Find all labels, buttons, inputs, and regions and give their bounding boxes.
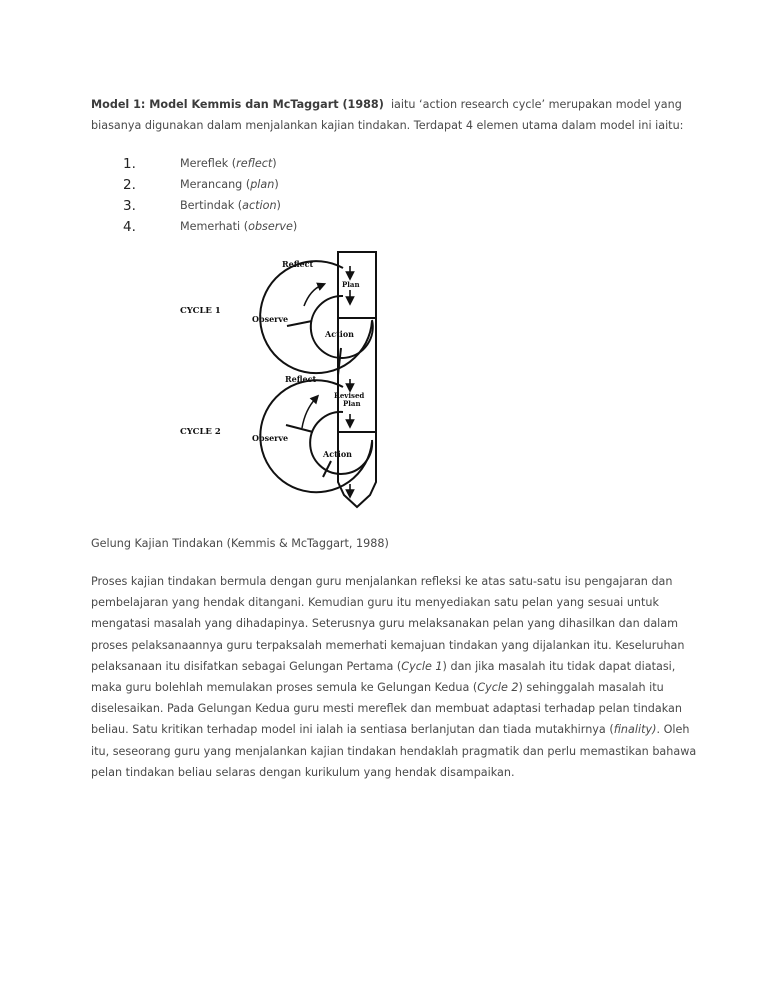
- body-paragraph: Proses kajian tindakan bermula dengan guru menjalankan refleksi ke atas satu-satu isu pengajaran dan pembelajaran yang hendak ditangani. Kemudian guru itu menyediakan satu pelan yang sesuai untuk mengatasi masalah yang dihadapinya. Seterusnya guru melaksanakan pelan yang dihasilkan dan dalam proses pelaksanaannya guru terpaksalah memerhati kemajuan tindakan yang dijalankan itu. Keseluruhan pelaksanaan itu disifatkan sebagai Gelungan Pertama (Cycle 1) dan jika masalah itu tidak dapat diatasi, maka guru bolehlah memulakan proses semula ke Gelungan Kedua (Cycle 2) sehinggalah masalah itu diselesaikan. Pada Gelungan Kedua guru mesti mereflek dan membuat adaptasi terhadap pelan tindakan beliau. Satu kritikan terhadap model ini ialah ia sentiasa berlanjutan dan tiada mutakhirnya (finality). Oleh itu, seseorang guru yang menjalankan kajian tindakan hendaklah pragmatik dan perlu memastikan bahawa pelan tindakan beliau selaras dengan kurikulum yang hendak disampaikan.: [91, 575, 697, 779]
- cycle-1-term: Cycle 1: [401, 659, 443, 673]
- plan-label: Plan: [342, 280, 360, 289]
- list-number: 1.: [123, 156, 136, 172]
- list-number: 2.: [123, 177, 136, 193]
- action-label: Action: [323, 449, 352, 459]
- revised-plan-label: Revised: [334, 391, 365, 400]
- list-text: Memerhati (observe): [180, 220, 298, 233]
- observe-label: Observe: [252, 433, 289, 443]
- list-text: Merancang (plan): [180, 178, 279, 191]
- list-number: 4.: [123, 219, 136, 235]
- intro-text: iaitu ‘action research cycle’ merupakan model yang biasanya digunakan dalam menjalankan kajian tindakan. Terdapat 4 elemen utama dalam model ini iaitu:: [91, 98, 684, 133]
- cycle-2-term: Cycle 2: [477, 681, 519, 695]
- list-text: Bertindak (action): [180, 199, 281, 212]
- list-number: 3.: [123, 198, 136, 214]
- figure-caption: Gelung Kajian Tindakan (Kemmis & McTaggart, 1988): [91, 537, 389, 550]
- list-text: Mereflek (reflect): [180, 157, 277, 170]
- observe-label: Observe: [252, 314, 289, 324]
- cycle-2-label: CYCLE 2: [180, 427, 221, 437]
- action-label: Action: [325, 329, 354, 339]
- reflect-label: Reflect: [282, 259, 314, 269]
- finality-term: finality): [613, 723, 657, 737]
- reflect-label: Reflect: [285, 374, 317, 384]
- revised-plan-label: Plan: [343, 399, 361, 408]
- cycle-1-label: CYCLE 1: [180, 306, 221, 316]
- model-title: Model 1: Model Kemmis dan McTaggart (1988): [91, 98, 384, 111]
